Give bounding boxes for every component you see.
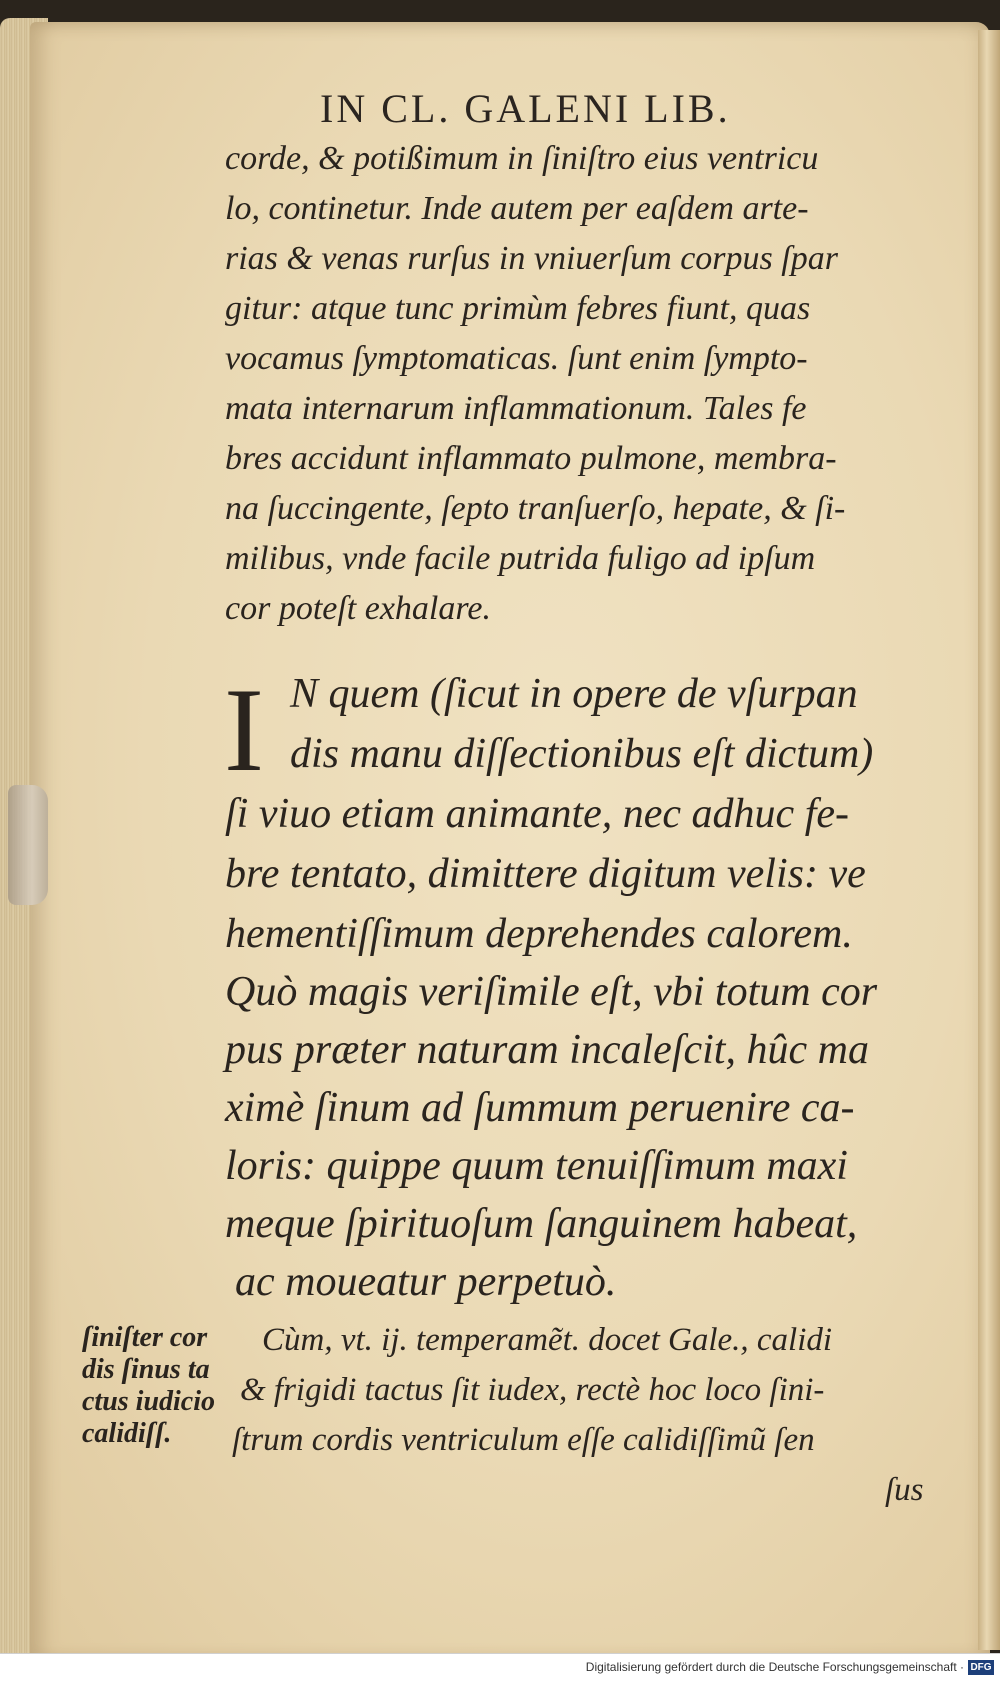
text-line: loris: quippe quum tenuiſſimum maxi: [225, 1143, 848, 1189]
text-line: N quem (ſicut in opere de vſurpan: [290, 671, 858, 717]
text-line: milibus, vnde facile putrida fuligo ad ipſum: [225, 540, 816, 577]
text-line: gitur: atque tunc primùm febres fiunt, quas: [225, 290, 811, 327]
text-line: Quò magis veriſimile eſt, vbi totum cor: [225, 969, 878, 1015]
text-line: cor poteſt exhalare.: [225, 590, 491, 627]
margin-note-line: ſiniſter cor: [82, 1322, 208, 1353]
running-head: IN CL. GALENI LIB.: [320, 86, 731, 131]
text-line: & frigidi tactus ſit iudex, rectè hoc loco ſini-: [240, 1372, 825, 1408]
margin-note-line: calidiſſ.: [82, 1418, 172, 1449]
margin-note-line: dis ſinus ta: [82, 1354, 210, 1385]
text-line: pus præter naturam incaleſcit, hûc ma: [225, 1027, 869, 1073]
text-line: ac moueatur perpetuò.: [235, 1259, 617, 1305]
text-line: bre tentato, dimittere digitum velis: ve: [225, 851, 866, 897]
drop-cap: I: [224, 663, 264, 796]
text-line: ſus: [885, 1472, 924, 1508]
digitization-footer: [0, 1653, 1000, 1684]
text-line: vocamus ſymptomaticas. ſunt enim ſympto-: [225, 340, 808, 377]
text-line: ſtrum cordis ventriculum eſſe calidiſſimũ ſen: [232, 1422, 815, 1458]
footer-credit: Digitalisierung gefördert durch die Deutsche Forschungsgemeinschaft ·: [585, 1660, 964, 1674]
text-line: lo, continetur. Inde autem per eaſdem arte-: [225, 190, 809, 227]
text-line: meque ſpirituoſum ſanguinem habeat,: [225, 1201, 858, 1247]
text-line: hementiſſimum deprehendes calorem.: [225, 911, 853, 957]
text-line: mata internarum inflammationum. Tales fe: [225, 390, 807, 427]
text-line: ximè ſinum ad ſummum peruenire ca-: [225, 1085, 855, 1131]
dfg-logo-icon: DFG: [968, 1660, 994, 1675]
text-line: Cùm, vt. ij. temperamẽt. docet Gale., calidi: [262, 1322, 833, 1358]
text-line: ſi viuo etiam animante, nec adhuc fe-: [225, 791, 849, 837]
text-line: corde, & potißimum in ſiniſtro eius ventricu: [225, 140, 819, 177]
text-line: bres accidunt inflammato pulmone, membra-: [225, 440, 837, 477]
text-line: dis manu diſſectionibus eſt dictum): [290, 731, 874, 777]
text-line: rias & venas rurſus in vniuerſum corpus ſpar: [225, 240, 838, 277]
margin-note-line: ctus iudicio: [82, 1386, 216, 1417]
text-line: na ſuccingente, ſepto tranſuerſo, hepate, & ſi-: [225, 490, 846, 527]
